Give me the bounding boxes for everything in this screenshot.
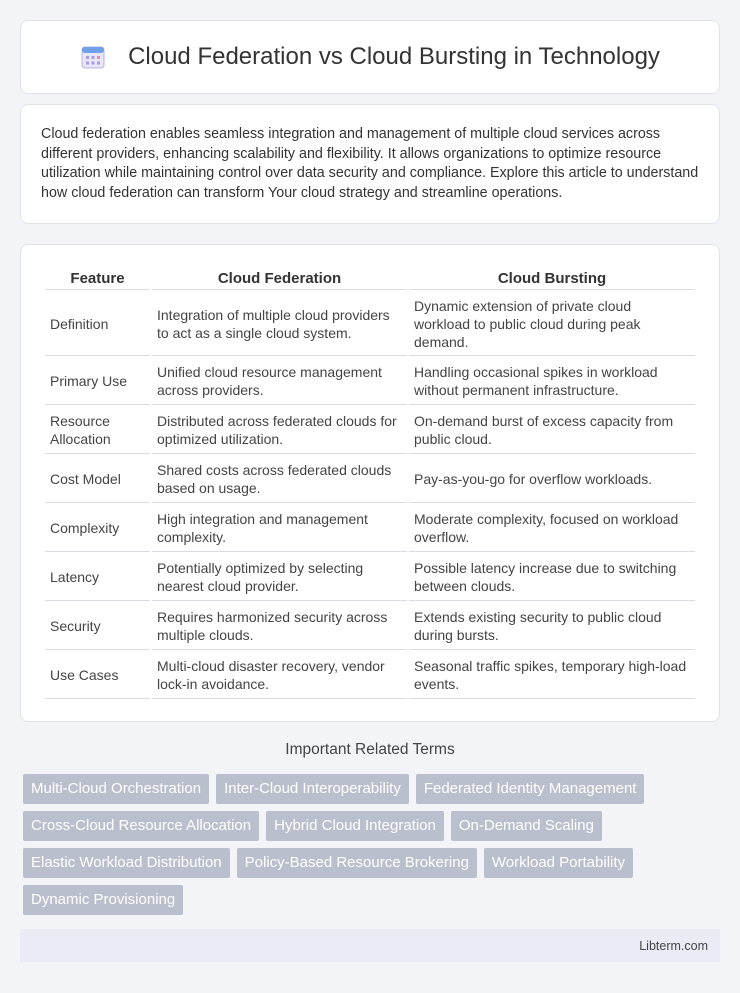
table-header-row (45, 267, 695, 290)
table-row (45, 292, 695, 356)
row-federation: High integration and management complexity. (152, 505, 407, 552)
table-row (45, 554, 695, 601)
term-tag[interactable]: Inter-Cloud Interoperability (216, 774, 409, 804)
row-feature: Complexity (45, 505, 150, 552)
term-tag[interactable]: Dynamic Provisioning (23, 885, 183, 915)
row-bursting: Moderate complexity, focused on workload overflow. (409, 505, 695, 552)
table-row (45, 652, 695, 699)
calendar-icon (80, 44, 106, 70)
row-bursting: Seasonal traffic spikes, temporary high-load events. (409, 652, 695, 699)
comparison-card (20, 244, 720, 722)
footer-site-link[interactable]: Libterm.com (639, 938, 708, 953)
table-row (45, 505, 695, 552)
page-title: Cloud Federation vs Cloud Bursting in Technology (128, 43, 660, 70)
intro-text: Cloud federation enables seamless integration and management of multiple cloud services across different providers, enhancing scalability and flexibility. It allows organizations to optimize resource utilization while maintaining control over data security and compliance. Explore this article to understand how cloud federation can transform Your cloud strategy and streamline operations. (41, 126, 699, 201)
row-federation: Distributed across federated clouds for optimized utilization. (152, 407, 407, 454)
table-row (45, 456, 695, 503)
row-feature: Use Cases (45, 652, 150, 699)
row-feature: Cost Model (45, 456, 150, 503)
header-cloud-federation: Cloud Federation (152, 267, 407, 290)
term-tag[interactable]: Workload Portability (484, 848, 633, 878)
row-feature: Primary Use (45, 358, 150, 405)
intro-card (20, 104, 720, 224)
row-feature: Latency (45, 554, 150, 601)
row-federation: Potentially optimized by selecting nearest cloud provider. (152, 554, 407, 601)
related-terms-title: Important Related Terms (285, 741, 455, 758)
footer (20, 929, 720, 962)
term-tag[interactable]: Hybrid Cloud Integration (266, 811, 444, 841)
term-tag[interactable]: Elastic Workload Distribution (23, 848, 230, 878)
term-tag[interactable]: Cross-Cloud Resource Allocation (23, 811, 259, 841)
term-tag[interactable]: Policy-Based Resource Brokering (237, 848, 477, 878)
row-bursting: Dynamic extension of private cloud workload to public cloud during peak demand. (409, 292, 695, 356)
comparison-table (43, 265, 697, 701)
row-feature: Definition (45, 292, 150, 356)
table-row (45, 358, 695, 405)
row-bursting: On-demand burst of excess capacity from public cloud. (409, 407, 695, 454)
row-federation: Unified cloud resource management across providers. (152, 358, 407, 405)
row-bursting: Extends existing security to public cloud during bursts. (409, 603, 695, 650)
row-feature: Resource Allocation (45, 407, 150, 454)
row-federation: Shared costs across federated clouds based on usage. (152, 456, 407, 503)
table-row (45, 407, 695, 454)
header-cloud-bursting: Cloud Bursting (409, 267, 695, 290)
row-federation: Multi-cloud disaster recovery, vendor lock-in avoidance. (152, 652, 407, 699)
row-bursting: Possible latency increase due to switching between clouds. (409, 554, 695, 601)
term-tag[interactable]: Multi-Cloud Orchestration (23, 774, 209, 804)
related-terms-list (23, 774, 723, 915)
header-feature: Feature (45, 267, 150, 290)
row-federation: Integration of multiple cloud providers to act as a single cloud system. (152, 292, 407, 356)
title-card (20, 20, 720, 94)
row-bursting: Pay-as-you-go for overflow workloads. (409, 456, 695, 503)
term-tag[interactable]: On-Demand Scaling (451, 811, 602, 841)
term-tag[interactable]: Federated Identity Management (416, 774, 645, 804)
row-bursting: Handling occasional spikes in workload without permanent infrastructure. (409, 358, 695, 405)
row-federation: Requires harmonized security across multiple clouds. (152, 603, 407, 650)
row-feature: Security (45, 603, 150, 650)
table-row (45, 603, 695, 650)
